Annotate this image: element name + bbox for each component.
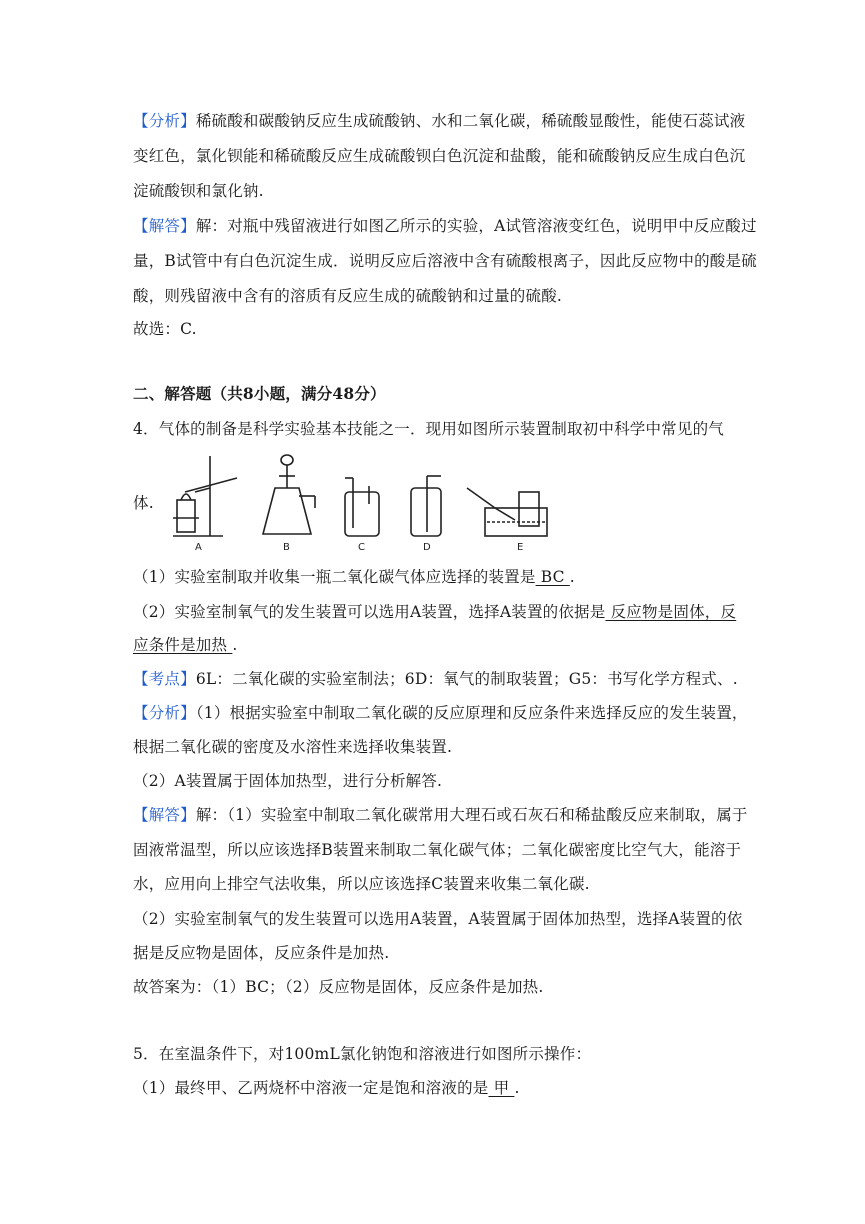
q4-analysis-line-2: 根据二氧化碳的密度及水溶性来选择收集装置.: [133, 738, 453, 756]
q5-part-1-end: .: [514, 1079, 520, 1097]
answer-tag: 【解答】: [133, 217, 196, 235]
apparatus-e-drawing: [467, 488, 547, 536]
analysis-tag: 【分析】: [133, 112, 196, 130]
analysis-tag: 【分析】: [133, 704, 196, 722]
answer-text: 解：对瓶中残留液进行如图乙所示的实验，A试管溶液变红色，说明甲中反应酸过: [195, 217, 757, 235]
q4-answer-line-4: （2）实验室制氧气的发生装置可以选用A装置，A装置属于固体加热型，选择A装置的依: [133, 910, 743, 928]
q4-part-1: [133, 566, 575, 588]
q4-part-2-prompt: （2）实验室制氧气的发生装置可以选用A装置，选择A装置的依据是: [133, 603, 606, 621]
apparatus-c-drawing: [345, 478, 379, 536]
q4-part-2-line-1: [133, 601, 736, 623]
q4-analysis-line-1: [133, 702, 748, 724]
section-title: 二、解答题（共8小题，满分48分）: [133, 384, 386, 403]
q4-part-2-answer-a: 反应物是固体，反: [605, 603, 737, 621]
analysis-text: 稀硫酸和碳酸钠反应生成硫酸钠、水和二氧化碳，稀硫酸显酸性，能使石蕊试液: [195, 112, 746, 130]
q5-stem: 5．在室温条件下，对100mL氯化钠饱和溶液进行如图所示操作：: [133, 1045, 592, 1063]
q4-part-2-end: .: [232, 636, 238, 654]
q5-part-1-prompt: （1）最终甲、乙两烧杯中溶液一定是饱和溶液的是: [133, 1079, 489, 1097]
q4-knowledge-point: [133, 668, 738, 690]
q4-analysis-line-3: （2）A装置属于固体加热型，进行分析解答.: [133, 772, 443, 790]
q4-answer-line-1: [133, 804, 748, 826]
q4-part-2-answer-b: 应条件是加热: [133, 636, 233, 654]
apparatus-d-drawing: [411, 476, 441, 536]
q3-analysis-line-2: 变红色，氯化钡能和稀硫酸反应生成硫酸钡白色沉淀和盐酸，能和硫酸钠反应生成白色沉: [133, 147, 746, 165]
q4-part-1-answer: BC: [535, 568, 570, 586]
answer-tag: 【解答】: [133, 806, 196, 824]
figure-label-c: C: [358, 542, 365, 553]
q4-part-2-line-2: [133, 634, 237, 656]
answer-text: 解：（1）实验室中制取二氧化碳常用大理石或石灰石和稀盐酸反应来制取，属于: [195, 806, 748, 824]
q4-stem-line-1: 4．气体的制备是科学实验基本技能之一．现用如图所示装置制取初中科学中常见的气: [133, 420, 724, 438]
q5-part-1-answer: 甲: [488, 1079, 515, 1097]
q3-answer-line-1: [133, 215, 757, 237]
q3-answer-line-2: 量，B试管中有白色沉淀生成．说明反应后溶液中含有硫酸根离子，因此反应物中的酸是硫: [133, 252, 757, 270]
figure-label-b: B: [283, 542, 290, 553]
apparatus-diagram: [165, 448, 560, 556]
q3-choice: 故选：C.: [133, 320, 197, 338]
q4-part-1-end: .: [569, 568, 575, 586]
q4-part-1-prompt: （1）实验室制取并收集一瓶二氧化碳气体应选择的装置是: [133, 568, 536, 586]
q4-answer-line-3: 水，应用向上排空气法收集，所以应该选择C装置来收集二氧化碳.: [133, 875, 590, 893]
analysis-text: （1）根据实验室中制取二氧化碳的反应原理和反应条件来选择反应的发生装置，: [195, 704, 748, 722]
q4-answer-line-2: 固液常温型，所以应该选择B装置来制取二氧化碳气体；二氧化碳密度比空气大，能溶于: [133, 841, 742, 859]
q4-stem-line-2: 体.: [133, 494, 154, 512]
apparatus-b-drawing: [263, 455, 315, 534]
figure-label-a: A: [195, 542, 202, 553]
apparatus-a-drawing: [173, 456, 237, 536]
q4-final-answer: 故答案为：（1）BC；（2）反应物是固体，反应条件是加热.: [133, 978, 544, 996]
q3-analysis-line-3: 淀硫酸钡和氯化钠.: [133, 182, 264, 200]
q4-answer-line-5: 据是反应物是固体，反应条件是加热.: [133, 944, 390, 962]
q3-answer-line-3: 酸，则残留液中含有的溶质有反应生成的硫酸钠和过量的硫酸.: [133, 287, 563, 305]
kaodian-text: 6L：二氧化碳的实验室制法；6D：氧气的制取装置；G5：书写化学方程式、.: [195, 670, 738, 688]
kaodian-tag: 【考点】: [133, 670, 196, 688]
figure-label-d: D: [423, 542, 431, 553]
q5-part-1: [133, 1077, 520, 1099]
q3-analysis-line-1: [133, 110, 745, 132]
apparatus-figure: [165, 448, 560, 556]
figure-label-e: E: [517, 542, 524, 553]
